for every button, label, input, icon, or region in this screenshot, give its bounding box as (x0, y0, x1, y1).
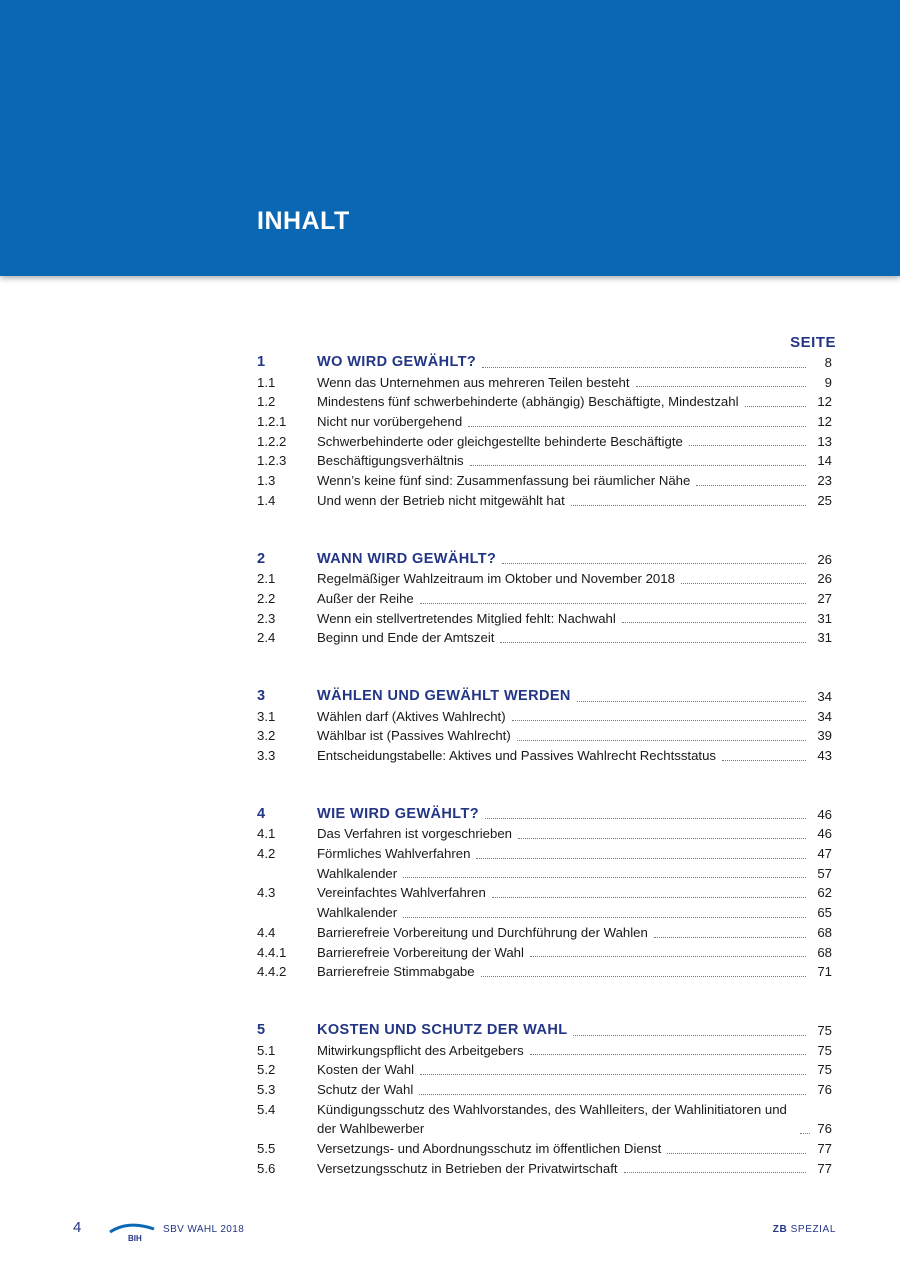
toc-entry[interactable] (257, 491, 832, 511)
page-ref: 25 (817, 492, 832, 508)
seite-column-label: SEITE (790, 334, 836, 351)
toc-section-5 (257, 1021, 832, 1179)
entry-title: Förmliches Wahlverfahren (317, 846, 471, 862)
toc-entry[interactable] (257, 864, 832, 884)
entry-number: 5.5 (257, 1141, 276, 1157)
page-ref: 31 (817, 630, 832, 646)
page-ref: 75 (817, 1042, 832, 1058)
toc-chapter-heading[interactable] (257, 353, 832, 373)
dot-leader (403, 917, 806, 918)
entry-title: Wählbar ist (Passives Wahlrecht) (317, 728, 511, 744)
toc-section-3 (257, 687, 832, 766)
dot-leader (654, 937, 806, 938)
toc-chapter-heading[interactable] (257, 687, 832, 707)
entry-title: Wenn’s keine fünf sind: Zusammenfassung bei räumlicher Nähe (317, 473, 691, 489)
dot-leader (481, 976, 806, 977)
entry-title: Barrierefreie Vorbereitung der Wahl (317, 944, 524, 960)
series-label-bold: ZB (772, 1224, 788, 1235)
entry-title: Beginn und Ende der Amtszeit (317, 630, 495, 646)
chapter-number: 5 (257, 1021, 266, 1038)
entry-number: 1.2.3 (257, 453, 287, 469)
page-ref: 68 (817, 924, 832, 940)
entry-title: Kündigungsschutz des Wahlvorstandes, des Wahlleiters, der Wahlinitiatoren und der Wahlbewerber (317, 1101, 787, 1137)
toc-entry[interactable] (257, 1080, 832, 1100)
page-number: 4 (73, 1219, 82, 1236)
toc-entry[interactable] (257, 569, 832, 589)
toc-section-1 (257, 353, 832, 511)
toc-entry[interactable] (257, 962, 832, 982)
entry-title: Außer der Reihe (317, 590, 414, 606)
entry-number: 4.1 (257, 826, 276, 842)
entry-title: Schutz der Wahl (317, 1081, 414, 1097)
chapter-number: 1 (257, 354, 266, 370)
entry-number: 4.4 (257, 924, 276, 940)
chapter-number: 3 (257, 687, 266, 704)
toc-entry[interactable] (257, 824, 832, 844)
bih-logo-text: BIH (128, 1234, 142, 1242)
dot-leader (696, 485, 806, 486)
page-title: INHALT (257, 207, 350, 235)
chapter-number: 2 (257, 550, 266, 567)
page-ref: 26 (817, 571, 832, 587)
dot-leader (577, 701, 806, 702)
entry-number: 2.3 (257, 610, 276, 626)
chapter-title: WO WIRD GEWÄHLT? (317, 354, 477, 370)
page-ref: 23 (817, 473, 832, 489)
entry-number: 5.1 (257, 1042, 276, 1058)
entry-title: Wenn ein stellvertretendes Mitglied fehlt: Nachwahl (317, 610, 616, 626)
page-ref: 12 (817, 414, 832, 430)
toc-entry[interactable] (257, 943, 832, 963)
page-ref: 39 (817, 728, 832, 744)
entry-number: 2.4 (257, 630, 276, 646)
dot-leader (512, 720, 806, 721)
header-band (0, 0, 900, 276)
entry-title: Beschäftigungsverhältnis (317, 453, 464, 469)
entry-number: 4.4.2 (257, 964, 287, 980)
entry-title: Kosten der Wahl (317, 1062, 414, 1078)
entry-title: Mitwirkungspflicht des Arbeitgebers (317, 1042, 524, 1058)
entry-title: Schwerbehinderte oder gleichgestellte behinderte Beschäftigte (317, 433, 683, 449)
entry-title: Barrierefreie Vorbereitung und Durchführung der Wahlen (317, 924, 648, 940)
toc-entry[interactable] (257, 883, 832, 903)
page-ref: 14 (817, 453, 832, 469)
page-ref: 75 (817, 1022, 832, 1038)
toc-entry[interactable] (257, 726, 832, 746)
page-ref: 27 (817, 590, 832, 606)
series-label-rest: SPEZIAL (787, 1224, 836, 1235)
page-ref: 46 (817, 806, 832, 822)
toc-entry[interactable] (257, 432, 832, 452)
page-ref: 75 (817, 1062, 832, 1078)
toc-entry[interactable] (257, 707, 832, 727)
toc-entry[interactable] (257, 412, 832, 432)
entry-number: 2.2 (257, 590, 276, 606)
entry-title: Barrierefreie Stimmabgabe (317, 964, 475, 980)
dot-leader (571, 505, 806, 506)
toc-entry[interactable] (257, 844, 832, 864)
page-ref: 13 (817, 433, 832, 449)
chapter-title: WÄHLEN UND GEWÄHLT WERDEN (317, 687, 571, 704)
entry-title: Mindestens fünf schwerbehinderte (abhängig) Beschäftigte, Mindestzahl (317, 394, 739, 410)
page-ref: 77 (817, 1160, 832, 1176)
series-label (773, 1224, 836, 1235)
entry-number: 3.1 (257, 708, 276, 724)
toc-entry[interactable] (257, 471, 832, 491)
page-ref: 71 (817, 964, 832, 980)
entry-number: 5.6 (257, 1160, 276, 1176)
entry-title: Wenn das Unternehmen aus mehreren Teilen besteht (317, 374, 630, 390)
dot-leader (476, 858, 806, 859)
dot-leader (667, 1153, 806, 1154)
dot-leader (800, 1133, 810, 1134)
toc-entry[interactable] (257, 628, 832, 648)
toc-entry[interactable] (257, 746, 832, 766)
entry-title: Nicht nur vorübergehend (317, 414, 463, 430)
page-ref: 12 (817, 394, 832, 410)
dot-leader (573, 1035, 806, 1036)
dot-leader (470, 465, 806, 466)
dot-leader (530, 1054, 806, 1055)
toc-entry[interactable] (257, 373, 832, 393)
dot-leader (419, 1094, 806, 1095)
chapter-title: WANN WIRD GEWÄHLT? (317, 550, 497, 567)
toc-entry[interactable] (257, 1060, 832, 1080)
toc-entry[interactable] (257, 923, 832, 943)
entry-number: 3.2 (257, 728, 276, 744)
page-ref: 26 (817, 551, 832, 567)
dot-leader (622, 622, 806, 623)
dot-leader (482, 367, 806, 368)
entry-number: 1.1 (257, 374, 276, 390)
toc-section-2 (257, 550, 832, 648)
toc-entry[interactable] (257, 1100, 832, 1139)
entry-number: 1.2 (257, 394, 276, 410)
entry-title: Versetzungsschutz in Betrieben der Privatwirtschaft (317, 1160, 618, 1176)
toc-chapter-heading[interactable] (257, 805, 832, 825)
page-footer (0, 1215, 900, 1245)
chapter-title: KOSTEN UND SCHUTZ DER WAHL (317, 1021, 568, 1038)
entry-number: 5.4 (257, 1101, 276, 1117)
entry-title: Das Verfahren ist vorgeschrieben (317, 826, 512, 842)
toc-entry[interactable] (257, 903, 832, 923)
entry-number: 2.1 (257, 571, 276, 587)
dot-leader (681, 583, 806, 584)
page-ref: 57 (817, 865, 832, 881)
dot-leader (492, 897, 806, 898)
toc-chapter-heading[interactable] (257, 550, 832, 570)
entry-title: Regelmäßiger Wahlzeitraum im Oktober und November 2018 (317, 571, 675, 587)
entry-number: 4.4.1 (257, 944, 287, 960)
dot-leader (689, 445, 806, 446)
entry-number: 1.4 (257, 492, 276, 508)
page-ref: 8 (824, 355, 832, 370)
dot-leader (420, 1074, 806, 1075)
entry-number: 1.3 (257, 473, 276, 489)
dot-leader (518, 838, 806, 839)
page-ref: 9 (824, 374, 832, 390)
entry-number: 3.3 (257, 748, 276, 763)
entry-number: 5.3 (257, 1081, 276, 1097)
dot-leader (745, 406, 806, 407)
entry-number: 4.3 (257, 885, 276, 901)
page-ref: 62 (817, 885, 832, 901)
toc-section-4 (257, 805, 832, 982)
entry-title: Vereinfachtes Wahlverfahren (317, 885, 486, 901)
page-ref: 47 (817, 846, 832, 862)
dot-leader (530, 956, 806, 957)
entry-number: 5.2 (257, 1062, 276, 1078)
dot-leader (485, 818, 806, 819)
chapter-title: WIE WIRD GEWÄHLT? (317, 805, 479, 822)
entry-title: Und wenn der Betrieb nicht mitgewählt hat (317, 492, 565, 508)
toc-entry[interactable] (257, 1159, 832, 1179)
publication-title: SBV WAHL 2018 (163, 1224, 245, 1235)
toc-chapter-heading[interactable] (257, 1021, 832, 1041)
entry-number: 1.2.2 (257, 433, 287, 449)
entry-number: 1.2.1 (257, 414, 287, 430)
toc-entry[interactable] (257, 451, 832, 471)
page-ref: 34 (817, 708, 832, 724)
entry-title: Wählen darf (Aktives Wahlrecht) (317, 708, 506, 724)
dot-leader (636, 386, 806, 387)
toc-entry[interactable] (257, 1139, 832, 1159)
page-ref: 43 (817, 748, 832, 763)
chapter-number: 4 (257, 805, 266, 822)
toc-entry[interactable] (257, 1041, 832, 1061)
page-ref: 76 (817, 1121, 832, 1137)
page-ref: 68 (817, 944, 832, 960)
bih-logo (108, 1220, 156, 1242)
dot-leader (722, 760, 806, 761)
dot-leader (500, 642, 806, 643)
page-ref: 65 (817, 905, 832, 921)
table-of-contents (257, 353, 832, 1217)
toc-entry[interactable] (257, 392, 832, 412)
page-ref: 76 (817, 1081, 832, 1097)
toc-entry[interactable] (257, 589, 832, 609)
dot-leader (517, 740, 806, 741)
page-ref: 31 (817, 610, 832, 626)
page-ref: 34 (817, 688, 832, 704)
dot-leader (420, 603, 806, 604)
dot-leader (624, 1172, 806, 1173)
entry-title: Wahlkalender (317, 865, 398, 881)
page-ref: 46 (817, 826, 832, 842)
entry-number: 4.2 (257, 846, 276, 862)
entry-title: Entscheidungstabelle: Aktives und Passives Wahlrecht Rechtsstatus (317, 748, 717, 763)
page-ref: 77 (817, 1141, 832, 1157)
toc-entry[interactable] (257, 609, 832, 629)
dot-leader (403, 877, 806, 878)
dot-leader (502, 563, 806, 564)
entry-title: Versetzungs- und Abordnungsschutz im öffentlichen Dienst (317, 1141, 662, 1157)
dot-leader (468, 426, 806, 427)
entry-title: Wahlkalender (317, 905, 398, 921)
